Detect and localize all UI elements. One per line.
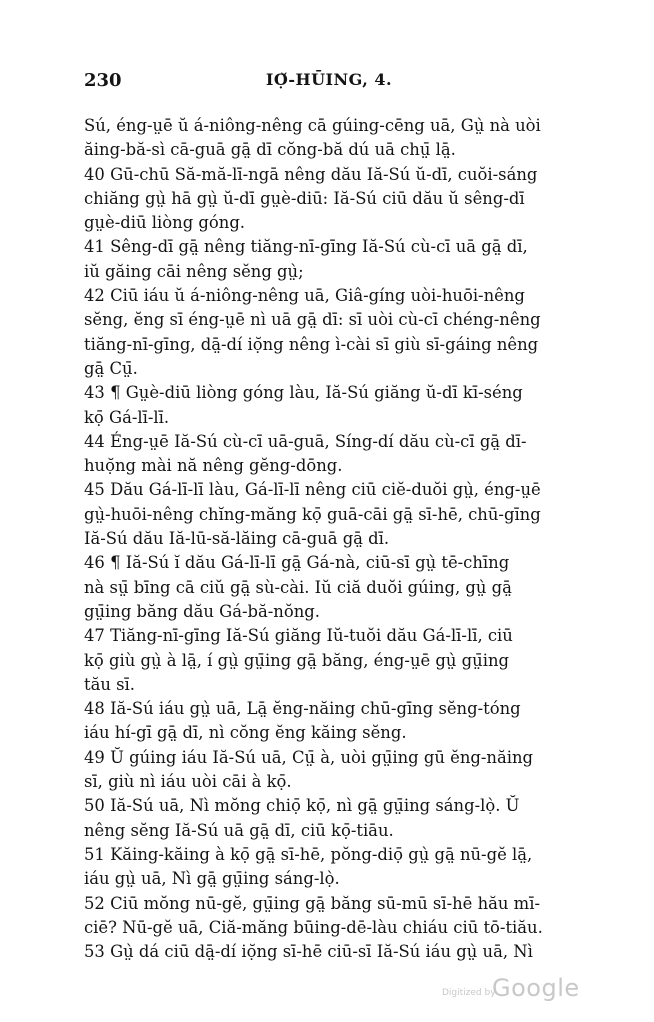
watermark-logo-text: Google: [492, 974, 580, 1002]
text-line: gā̤ Cṳ̄.: [84, 358, 138, 378]
text-line: gṳ̀-huōi-nêng chĭng-măng kọ̄ guā-cāi gā̤ sī-hē, chū-gīng: [84, 504, 541, 524]
text-line: 53 Gṳ̀ dá ciū dā̤-dí iọ̆ng sī-hē ciū-sī Iă-Sú iáu gṳ̀ uā, Nì: [84, 942, 533, 962]
text-line: 41 Sêng-dī gā̤ nêng tiăng-nī-gīng Iă-Sú cù-cī uā gā̤ dī,: [84, 237, 528, 257]
text-line: sī, giù nì iáu uòi cāi à kọ̄.: [84, 772, 292, 792]
text-line: tiăng-nī-gīng, dā̤-dí iọ̆ng nêng ì-cài sī giù sī-gáing nêng: [84, 334, 539, 354]
text-line: 44 Éng-ṳē Iă-Sú cù-cī uā-guā, Síng-dí dău cù-cī gā̤ dī-: [84, 431, 527, 451]
text-line: nêng sĕng Iă-Sú uā gā̤ dī, ciū kọ̄-tiāu.: [84, 820, 394, 840]
page-number: 230: [84, 70, 122, 91]
text-line: tău sī.: [84, 674, 135, 694]
text-line: gṳè-diū liòng góng.: [84, 213, 246, 233]
page-header: [84, 70, 574, 94]
text-line: ciē? Nū-gĕ uā, Ciă-măng būing-dē-làu chiáu ciū tō-tiău.: [84, 917, 543, 937]
digitized-watermark: [442, 976, 582, 1006]
text-line: 45 Dău Gá-lī-lī làu, Gá-lī-lī nêng ciū ciĕ-duŏi gṳ̀, éng-ṳē: [84, 480, 541, 500]
text-line: iŭ găing cāi nêng sĕng gṳ̀;: [84, 261, 304, 281]
text-line: Iă-Sú dău Iă-lū-să-lăing cā-guā gā̤ dī.: [84, 529, 390, 549]
watermark-small-text: Digitized by: [442, 988, 496, 998]
text-line: gṳ̄ing băng dău Gá-bă-nŏng.: [84, 601, 320, 621]
text-line: iáu gṳ̀ uā, Nì gā̤ gṳ̄ing sáng-lọ̀.: [84, 869, 340, 889]
text-line: 40 Gū-chū Să-mă-lī-ngā nêng dău Iă-Sú ŭ-dī, cuŏi-sáng: [84, 164, 538, 184]
text-line: 52 Ciū mŏng nū-gĕ, gṳ̄ing gā̤ băng sū-mū sī-hē hău mī-: [84, 893, 540, 913]
text-line: Sú, éng-ṳē ŭ á-niông-nêng cā gúing-cēng uā, Gṳ̀ nà uòi: [84, 116, 541, 135]
text-line: 49 Ŭ gúing iáu Iă-Sú uā, Cṳ̄ à, uòi gṳ̄ing gū ĕng-năing: [84, 747, 534, 767]
text-line: 42 Ciū iáu ŭ á-niông-nêng uā, Giâ-gíng uòi-huōi-nêng: [84, 286, 525, 306]
text-line: sĕng, ĕng sī éng-ṳē nì uā gā̤ dī: sī uòi cù-cī chéng-nêng: [84, 310, 541, 330]
text-line: iáu hí-gī gā̤ dī, nì cŏng ĕng kăing sĕng.: [84, 723, 407, 743]
text-line: 51 Kăing-kăing à kọ̄ gā̤ sī-hē, pŏng-diọ̄ gṳ̀ gā̤ nū-gĕ lā̤,: [84, 844, 533, 864]
text-line: 50 Iă-Sú uā, Nì mŏng chiọ̄ kọ̄, nì gā̤ gṳ̄ing sáng-lọ̀. Ŭ: [84, 796, 520, 816]
text-line: kọ̄ giù gṳ̀ à lā̤, í gṳ̀ gṳ̄ing gā̤ băng, éng-ṳē gṳ̀ gṳ̄ing: [84, 650, 510, 670]
text-line: nà sṳ̄ bīng cā ciŭ gā̤ sù-cài. Iŭ ciă duŏi gúing, gṳ̀ gā̤: [84, 577, 512, 597]
text-line: 48 Iă-Sú iáu gṳ̀ uā, Lā̤ ĕng-năing chū-gīng sĕng-tóng: [84, 699, 521, 719]
text-line: kọ̄ Gá-lī-lī.: [84, 407, 170, 427]
text-line: 47 Tiăng-nī-gīng Iă-Sú giăng Iŭ-tuŏi dău Gá-lī-lī, ciū: [84, 626, 513, 646]
text-line: 46 ¶ Iă-Sú ĭ dău Gá-lī-lī gā̤ Gá-nà, ciū-sī gṳ̀ tē-chīng: [84, 553, 510, 573]
text-line: huọ̆ng mài nă nêng gĕng-dōng.: [84, 456, 343, 476]
text-line: chiăng gṳ̀ hā gṳ̀ ŭ-dī gṳè-diū: Iă-Sú ciū dău ŭ sêng-dī: [84, 188, 525, 208]
running-title: IỌ̆-HŪING, 4.: [265, 70, 393, 89]
text-body: [84, 114, 574, 964]
text-line: ăing-bă-sì cā-guā gā̤ dī cŏng-bă dú uā chṳ̄ lā̤.: [84, 140, 456, 160]
text-line: 43 ¶ Gṳè-diū liòng góng làu, Iă-Sú giăng ŭ-dī kī-séng: [84, 383, 523, 403]
